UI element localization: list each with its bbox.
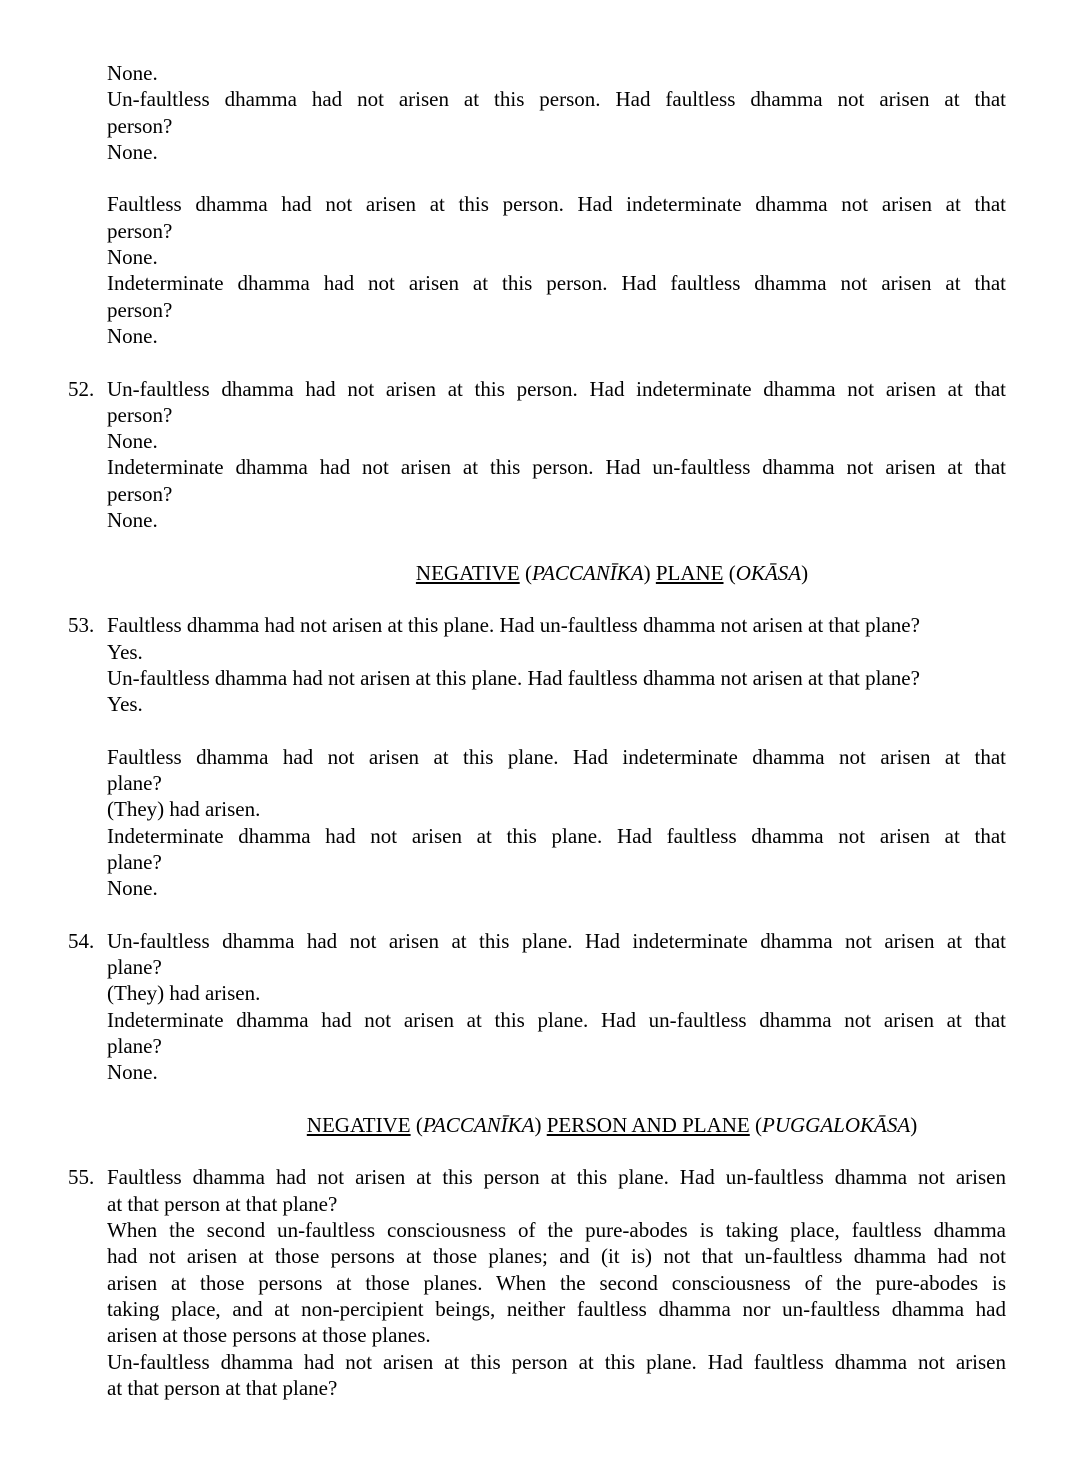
question: Indeterminate dhamma had not arisen at this person. Had faultless dhamma not arisen at that <box>107 271 1006 296</box>
blank-line <box>0 1086 1081 1112</box>
section-heading-plane <box>0 560 1081 586</box>
paragraph-number: 52. <box>68 376 95 401</box>
text-line <box>0 1033 1081 1059</box>
document-page <box>0 60 1081 1401</box>
question: Indeterminate dhamma had not arisen at this plane. Had faultless dhamma not arisen at that <box>107 823 1006 848</box>
text-line <box>0 639 1081 665</box>
text-line <box>0 507 1081 533</box>
text-line <box>0 665 1081 691</box>
text-line <box>0 1059 1081 1085</box>
text-line <box>0 1243 1081 1269</box>
text-line <box>0 1296 1081 1322</box>
text-line <box>0 1217 1081 1243</box>
text-line <box>0 402 1081 428</box>
question-continuation: person? <box>107 481 173 506</box>
heading-punct: ) <box>910 1112 918 1137</box>
question: Un-faultless dhamma had not arisen at this person at this plane. Had faultless dhamma not arisen <box>107 1349 1006 1374</box>
question-continuation: at that person at that plane? <box>107 1375 338 1400</box>
text-line <box>0 875 1081 901</box>
heading-pali-term: PACCANĪKA <box>422 1112 535 1137</box>
blank-line <box>0 586 1081 612</box>
text-line <box>0 113 1081 139</box>
answer: (They) had arisen. <box>107 797 261 822</box>
answer: None. <box>107 876 158 901</box>
numbered-paragraph-52 <box>0 376 1081 402</box>
text-line <box>0 1349 1081 1375</box>
question: Un-faultless dhamma had not arisen at this person. Had faultless dhamma not arisen at that <box>107 87 1006 112</box>
text-line <box>0 1375 1081 1401</box>
question-continuation: plane? <box>107 849 162 874</box>
text-line <box>0 139 1081 165</box>
answer: None. <box>107 1060 158 1085</box>
question: Indeterminate dhamma had not arisen at this person. Had un-faultless dhamma not arisen at that <box>107 455 1006 480</box>
text-line <box>0 1191 1081 1217</box>
answer: Yes. <box>107 692 143 717</box>
blank-line <box>0 533 1081 559</box>
question-continuation: plane? <box>107 771 162 796</box>
text-line <box>0 244 1081 270</box>
text-line <box>0 744 1081 770</box>
question: Faultless dhamma had not arisen at this person. Had indeterminate dhamma not arisen at that <box>107 192 1006 217</box>
heading-punct: ) <box>534 1112 547 1137</box>
question: Faultless dhamma had not arisen at this plane. Had indeterminate dhamma not arisen at that <box>107 744 1006 769</box>
heading-pali-term: PUGGALOKĀSA <box>762 1112 911 1137</box>
text-line <box>0 323 1081 349</box>
question: Un-faultless dhamma had not arisen at this plane. Had faultless dhamma not arisen at that plane? <box>107 665 920 690</box>
answer: Yes. <box>107 639 143 664</box>
answer: When the second un-faultless consciousness of the pure-abodes is taking place, faultless dhamma <box>107 1218 1006 1243</box>
numbered-paragraph-55 <box>0 1164 1081 1190</box>
question: Faultless dhamma had not arisen at this plane. Had un-faultless dhamma not arisen at that plane? <box>107 613 920 638</box>
text-line <box>0 770 1081 796</box>
answer: None. <box>107 323 158 348</box>
text-line <box>0 849 1081 875</box>
blank-line <box>0 902 1081 928</box>
heading-pali-term: OKĀSA <box>735 560 802 585</box>
question: Un-faultless dhamma had not arisen at this person. Had indeterminate dhamma not arisen at that <box>107 376 1006 401</box>
answer: None. <box>107 429 158 454</box>
question: Faultless dhamma had not arisen at this person at this plane. Had un-faultless dhamma not arisen <box>107 1165 1006 1190</box>
question: Indeterminate dhamma had not arisen at this plane. Had un-faultless dhamma not arisen at that <box>107 1007 1006 1032</box>
text-line <box>0 481 1081 507</box>
heading-punct: ( <box>519 560 532 585</box>
blank-line <box>0 1138 1081 1164</box>
answer-continuation: arisen at those persons at those planes. <box>107 1323 431 1348</box>
heading-punct: ( <box>410 1112 423 1137</box>
question-continuation: person? <box>107 113 173 138</box>
question-continuation: plane? <box>107 1033 162 1058</box>
text-line <box>0 191 1081 217</box>
answer: None. <box>107 508 158 533</box>
question-continuation: person? <box>107 297 173 322</box>
heading-punct: ( <box>723 560 736 585</box>
question-continuation: at that person at that plane? <box>107 1191 338 1216</box>
question: Un-faultless dhamma had not arisen at this plane. Had indeterminate dhamma not arisen at that <box>107 928 1006 953</box>
answer-continuation: taking place, and at non-percipient beings, neither faultless dhamma nor un-faultless dhamma had <box>107 1296 1006 1321</box>
answer-continuation: had not arisen at those persons at those planes; and (it is) not that un-faultless dhamma had not <box>107 1244 1006 1269</box>
answer: None. <box>107 61 158 85</box>
text-line <box>0 218 1081 244</box>
text-line <box>0 954 1081 980</box>
heading-punct: ) <box>643 560 656 585</box>
heading-punct: ( <box>749 1112 763 1137</box>
text-line <box>0 1270 1081 1296</box>
blank-line <box>0 349 1081 375</box>
answer: None. <box>107 245 158 270</box>
paragraph-number: 54. <box>68 928 95 953</box>
text-line <box>0 796 1081 822</box>
paragraph-number: 55. <box>68 1165 95 1190</box>
heading-word: PERSON AND PLANE <box>546 1112 750 1137</box>
heading-punct: ) <box>801 560 809 585</box>
question-continuation: plane? <box>107 955 162 980</box>
answer: (They) had arisen. <box>107 981 261 1006</box>
text-line <box>0 1007 1081 1033</box>
question-continuation: person? <box>107 402 173 427</box>
heading-word: NEGATIVE <box>306 1112 411 1137</box>
text-line <box>0 297 1081 323</box>
heading-word: PLANE <box>655 560 724 585</box>
section-heading-person-and-plane <box>0 1112 1081 1138</box>
text-line <box>0 691 1081 717</box>
blank-line <box>0 717 1081 743</box>
text-line <box>0 980 1081 1006</box>
numbered-paragraph-54 <box>0 928 1081 954</box>
text-line <box>0 823 1081 849</box>
text-line <box>0 86 1081 112</box>
text-line <box>0 60 1081 86</box>
paragraph-number: 53. <box>68 613 95 638</box>
text-line <box>0 454 1081 480</box>
answer: None. <box>107 139 158 164</box>
text-line <box>0 1322 1081 1348</box>
text-line <box>0 428 1081 454</box>
heading-pali-term: PACCANĪKA <box>531 560 644 585</box>
text-line <box>0 270 1081 296</box>
heading-word: NEGATIVE <box>415 560 520 585</box>
blank-line <box>0 165 1081 191</box>
numbered-paragraph-53 <box>0 612 1081 638</box>
answer-continuation: arisen at those persons at those planes. When the second consciousness of the pure-abodes is <box>107 1270 1006 1295</box>
question-continuation: person? <box>107 218 173 243</box>
